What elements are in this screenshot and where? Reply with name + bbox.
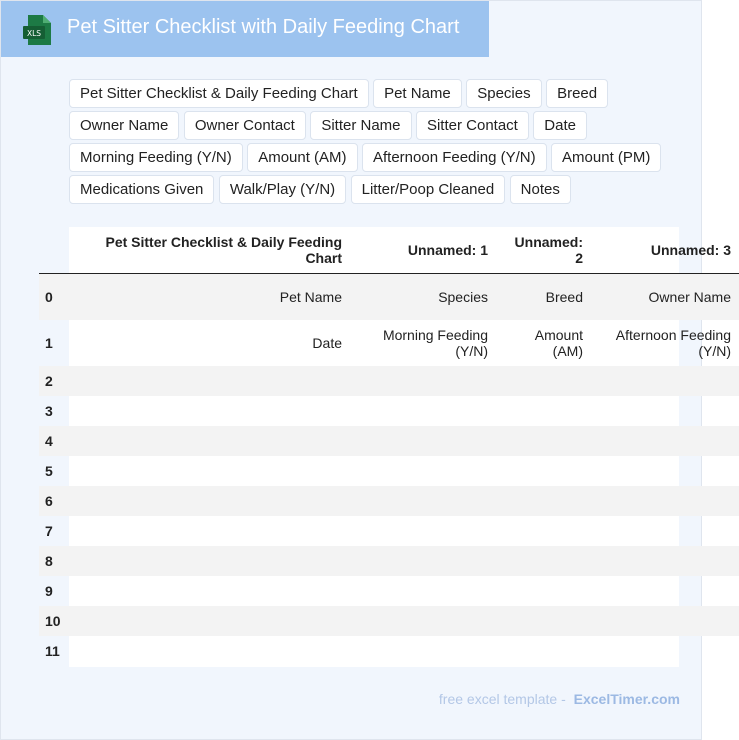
column-header: Unnamed: 1 — [350, 227, 496, 274]
column-header-index — [39, 227, 69, 274]
row-index: 2 — [39, 366, 69, 396]
table-cell — [591, 546, 739, 576]
footer-prefix: free excel template - — [438, 691, 566, 707]
table-cell: Owner Name — [591, 274, 739, 321]
table-cell — [591, 426, 739, 456]
table-cell — [591, 636, 739, 666]
column-tag-list — [69, 79, 669, 207]
table-cell — [591, 516, 739, 546]
column-tag[interactable]: Walk/Play (Y/N) — [219, 175, 346, 204]
column-tag[interactable]: Notes — [510, 175, 571, 204]
title-bar — [1, 1, 489, 57]
footer-brand-link[interactable]: ExcelTimer.com — [573, 691, 680, 707]
table-cell — [496, 546, 591, 576]
table-cell — [591, 486, 739, 516]
table-cell — [496, 456, 591, 486]
table-cell — [496, 486, 591, 516]
column-tag[interactable]: Sitter Contact — [416, 111, 529, 140]
column-tag[interactable]: Afternoon Feeding (Y/N) — [362, 143, 547, 172]
table-row — [39, 426, 739, 456]
table-cell: Morning Feeding (Y/N) — [382, 327, 488, 359]
table-row — [39, 636, 739, 666]
table-cell — [69, 606, 350, 636]
row-index: 3 — [45, 403, 53, 419]
column-tag[interactable]: Owner Contact — [184, 111, 306, 140]
table-row — [39, 396, 739, 426]
table-cell — [591, 396, 739, 426]
table-cell — [591, 456, 739, 486]
table-cell — [350, 456, 496, 486]
table-row — [39, 516, 739, 546]
table-row — [39, 456, 739, 486]
table-row — [39, 320, 739, 366]
table-cell — [350, 426, 496, 456]
column-header: Unnamed: 3 — [591, 227, 739, 274]
table-cell — [69, 546, 350, 576]
table-row — [39, 606, 739, 636]
column-tag[interactable]: Owner Name — [69, 111, 179, 140]
row-index: 10 — [39, 606, 69, 636]
table-cell — [496, 396, 591, 426]
row-index: 4 — [39, 426, 69, 456]
table-cell — [591, 576, 739, 606]
table-cell — [69, 456, 350, 486]
table-cell: Date — [312, 335, 342, 351]
row-index: 9 — [45, 583, 53, 599]
table-cell — [69, 516, 350, 546]
data-table — [39, 227, 739, 666]
row-index: 6 — [39, 486, 69, 516]
table-cell — [350, 636, 496, 666]
column-tag[interactable]: Litter/Poop Cleaned — [351, 175, 506, 204]
table-cell — [69, 396, 350, 426]
column-tag[interactable]: Date — [533, 111, 587, 140]
column-header: Unnamed: 2 — [496, 227, 591, 274]
table-row — [39, 576, 739, 606]
footer-credit — [439, 691, 680, 707]
table-cell — [350, 606, 496, 636]
column-tag[interactable]: Pet Sitter Checklist & Daily Feeding Chart — [69, 79, 369, 108]
xls-file-icon — [22, 14, 52, 46]
column-tag[interactable]: Medications Given — [69, 175, 214, 204]
row-index: 8 — [39, 546, 69, 576]
data-table-viewport[interactable] — [45, 227, 731, 667]
column-tag[interactable]: Morning Feeding (Y/N) — [69, 143, 243, 172]
table-cell — [350, 396, 496, 426]
row-index: 5 — [45, 463, 53, 479]
row-index: 1 — [45, 335, 53, 351]
table-cell — [496, 636, 591, 666]
table-cell — [496, 516, 591, 546]
table-cell — [350, 486, 496, 516]
table-cell: Breed — [496, 274, 591, 321]
table-cell — [496, 426, 591, 456]
xls-icon-label: XLS — [26, 29, 42, 38]
table-cell — [69, 576, 350, 606]
table-cell: Amount (AM) — [534, 327, 583, 359]
row-index: 11 — [45, 643, 60, 659]
table-cell — [591, 606, 739, 636]
table-cell — [69, 486, 350, 516]
table-cell — [69, 366, 350, 396]
column-tag[interactable]: Pet Name — [373, 79, 462, 108]
table-cell — [350, 516, 496, 546]
table-cell: Afternoon Feeding (Y/N) — [615, 327, 731, 359]
table-cell — [496, 366, 591, 396]
table-cell — [350, 366, 496, 396]
column-tag[interactable]: Amount (AM) — [247, 143, 357, 172]
table-cell — [69, 426, 350, 456]
column-tag[interactable]: Breed — [546, 79, 608, 108]
table-cell — [496, 606, 591, 636]
table-cell — [591, 366, 739, 396]
column-tag[interactable]: Sitter Name — [310, 111, 411, 140]
table-cell: Species — [350, 274, 496, 321]
table-row — [39, 486, 739, 516]
table-row — [39, 366, 739, 396]
page-title: Pet Sitter Checklist with Daily Feeding Chart — [67, 16, 460, 38]
column-tag[interactable]: Species — [466, 79, 541, 108]
table-cell — [69, 636, 350, 666]
table-header-row — [39, 227, 739, 274]
table-cell — [496, 576, 591, 606]
table-cell — [350, 546, 496, 576]
row-index: 0 — [39, 274, 69, 321]
column-header: Pet Sitter Checklist & Daily Feeding Chart — [69, 227, 350, 274]
table-cell — [350, 576, 496, 606]
table-cell: Pet Name — [69, 274, 350, 321]
table-row — [39, 546, 739, 576]
table-row — [39, 274, 739, 321]
row-index: 7 — [45, 523, 53, 539]
column-tag[interactable]: Amount (PM) — [551, 143, 661, 172]
